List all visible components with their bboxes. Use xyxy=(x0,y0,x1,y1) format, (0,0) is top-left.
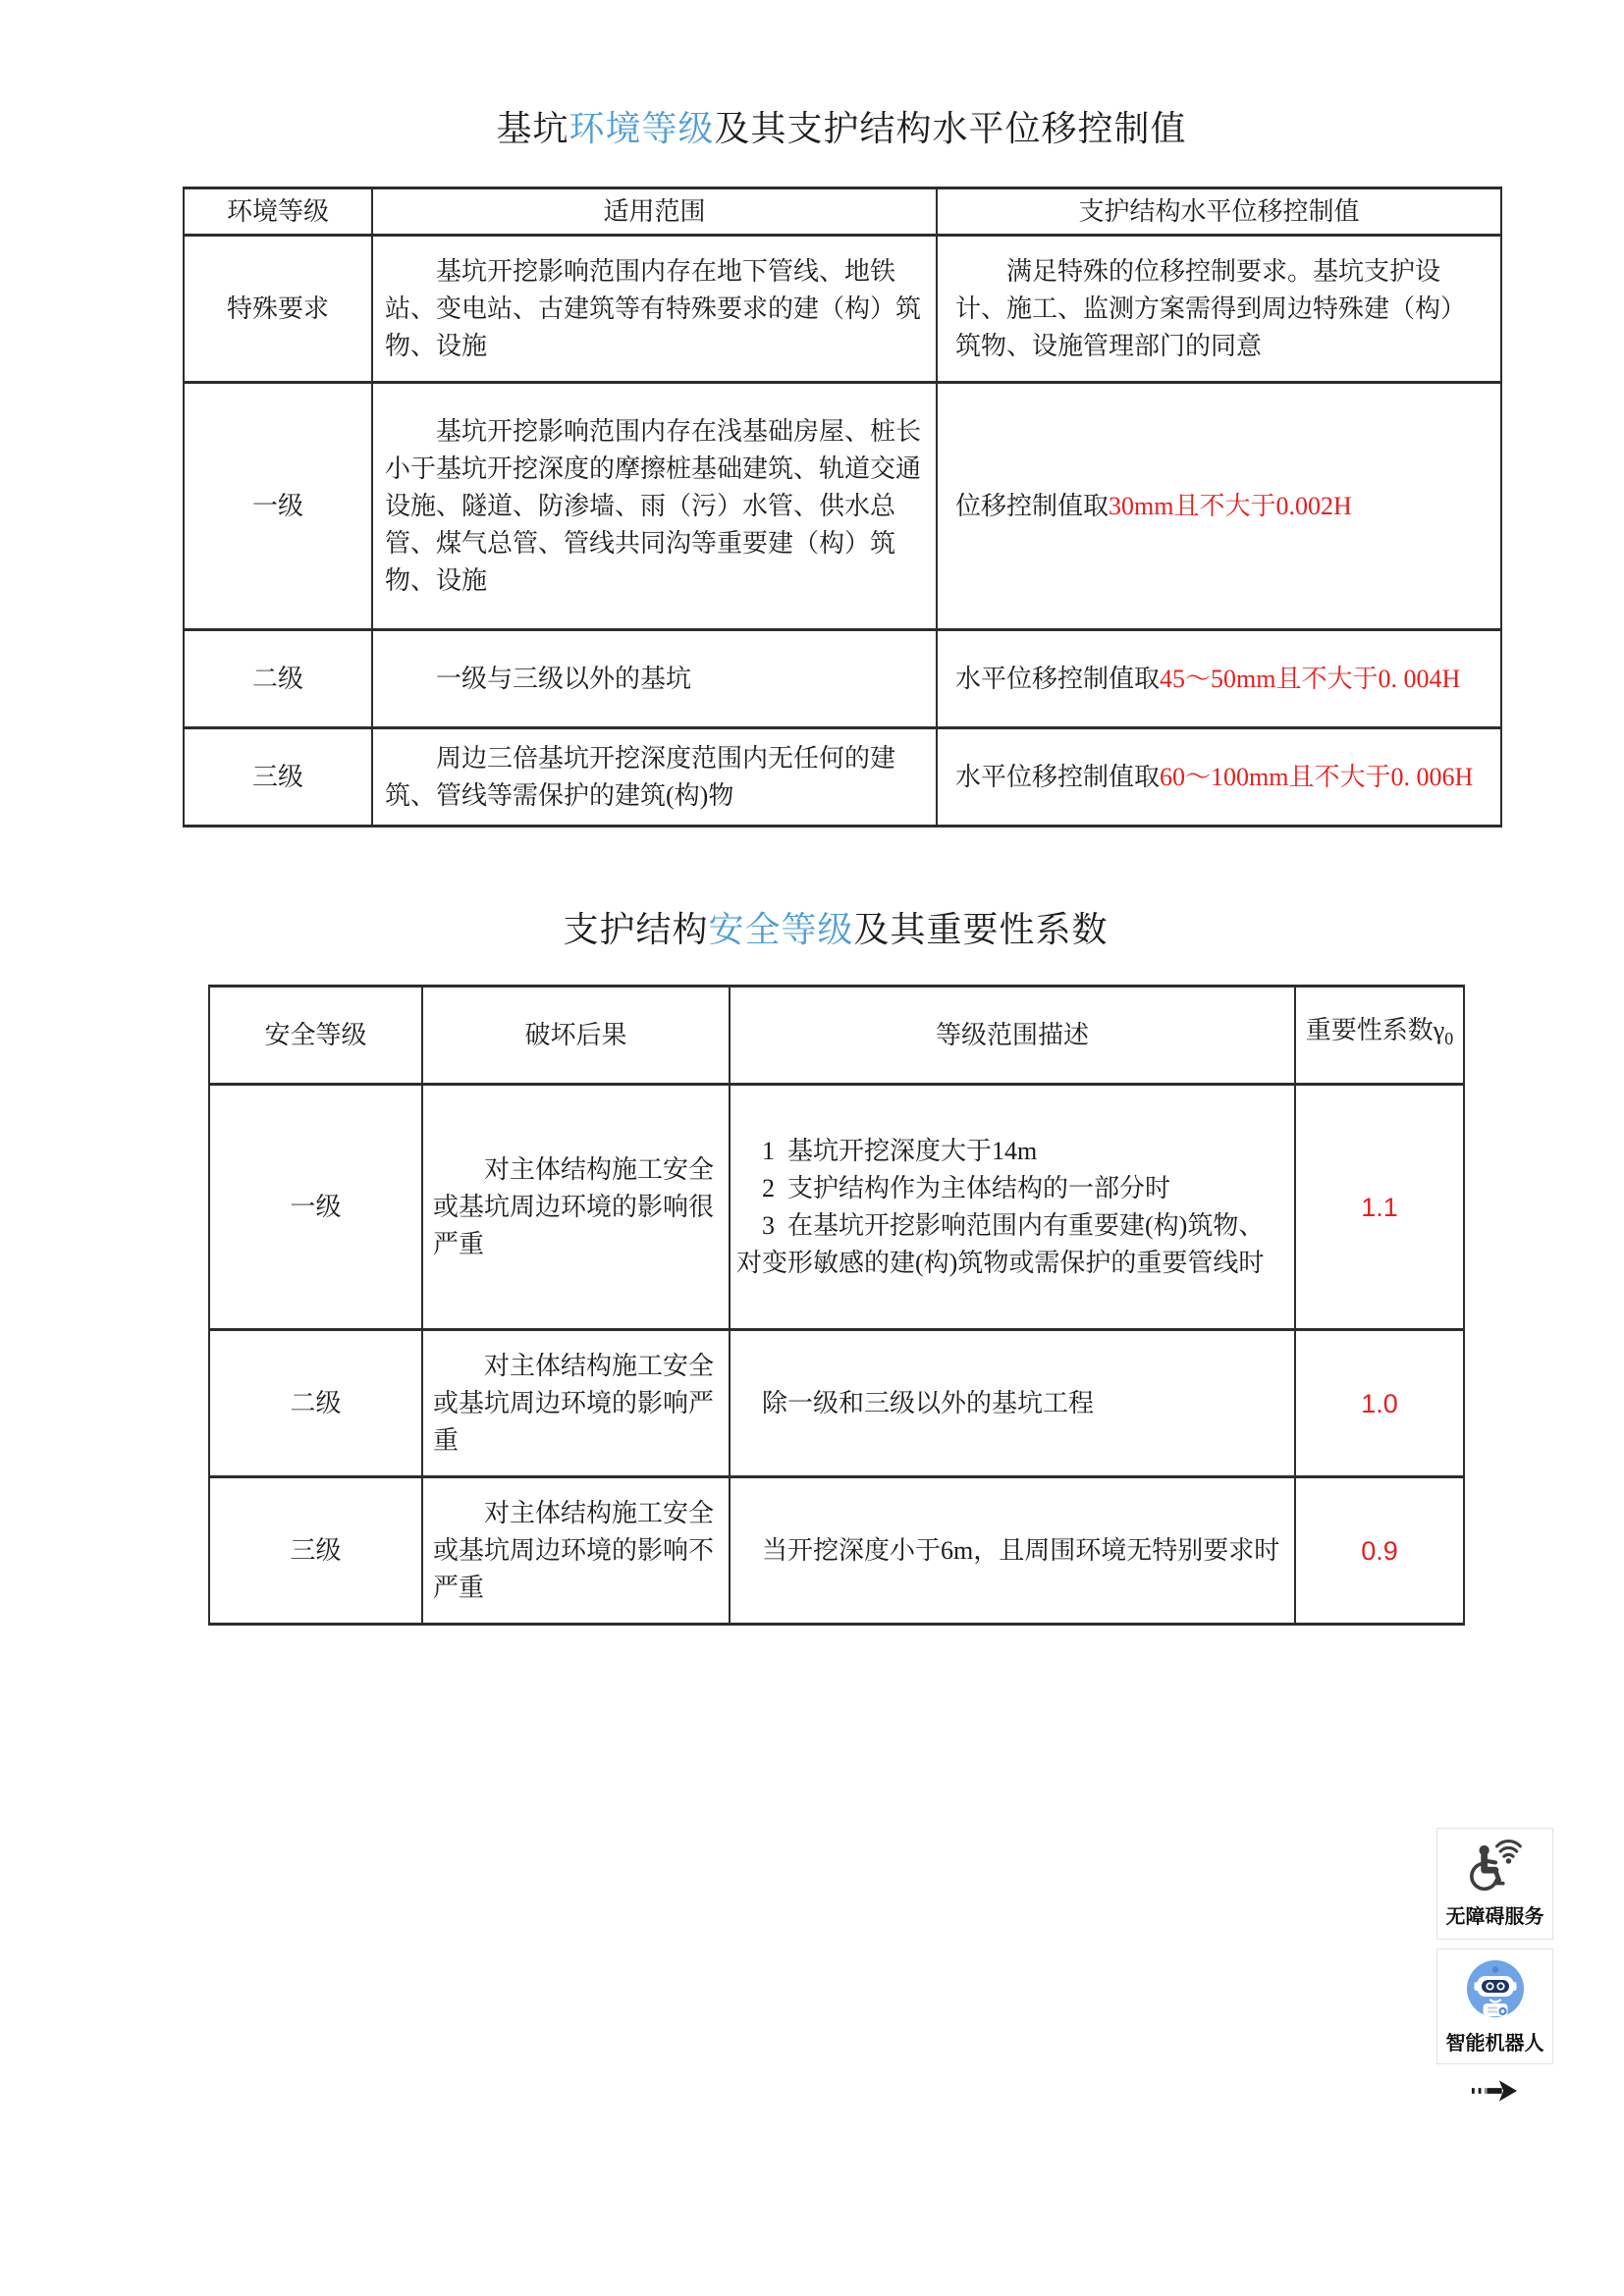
importance-factor-cell: 0.9 xyxy=(1295,1477,1464,1625)
table-header-row xyxy=(209,987,1464,1085)
consequence-cell: 对主体结构施工安全或基坑周边环境的影响很严重 xyxy=(422,1085,730,1330)
importance-factor-cell: 1.1 xyxy=(1295,1085,1464,1330)
level-cell: 一级 xyxy=(209,1085,422,1330)
table-row xyxy=(184,630,1501,728)
level-cell: 特殊要求 xyxy=(184,236,372,383)
title2-highlight: 安全等级 xyxy=(708,910,854,949)
env-table-title xyxy=(183,108,1500,149)
range-desc-cell: 当开挖深度小于6m，且周围环境无特别要求时 xyxy=(730,1477,1295,1625)
dashed-arrow-icon xyxy=(1470,2077,1519,2105)
scope-cell: 基坑开挖影响范围内存在浅基础房屋、桩长小于基坑开挖深度的摩擦桩基础建筑、轨道交通设施、隧道、防渗墙、雨（污）水管、供水总管、煤气总管、管线共同沟等重要建（构）筑物、设施 xyxy=(372,383,937,630)
title1-suffix: 及其支护结构水平位移控制值 xyxy=(714,109,1187,148)
table-header-row xyxy=(184,188,1501,236)
level-cell: 三级 xyxy=(209,1477,422,1625)
consequence-cell: 对主体结构施工安全或基坑周边环境的影响严重 xyxy=(422,1330,730,1477)
smart-robot-button[interactable] xyxy=(1436,1949,1553,2064)
level-cell: 二级 xyxy=(184,630,372,728)
control-cell: 位移控制值取30mm且不大于0.002H xyxy=(937,383,1501,630)
range-desc-cell: 除一级和三级以外的基坑工程 xyxy=(730,1330,1295,1477)
accessibility-service-button[interactable] xyxy=(1436,1828,1553,1940)
header-control-value: 支护结构水平位移控制值 xyxy=(937,188,1501,236)
control-cell: 满足特殊的位移控制要求。基坑支护设计、施工、监测方案需得到周边特殊建（构）筑物、设施管理部门的同意 xyxy=(937,236,1501,383)
level-cell: 三级 xyxy=(184,728,372,827)
level-cell: 一级 xyxy=(184,383,372,630)
scope-cell: 一级与三级以外的基坑 xyxy=(372,630,937,728)
table-row xyxy=(184,728,1501,827)
title2-prefix: 支护结构 xyxy=(563,910,709,949)
smart-robot-label: 智能机器人 xyxy=(1445,2033,1544,2056)
header-consequence: 破坏后果 xyxy=(422,987,730,1085)
header-scope: 适用范围 xyxy=(372,188,937,236)
level-cell: 二级 xyxy=(209,1330,422,1477)
scope-cell: 基坑开挖影响范围内存在地下管线、地铁站、变电站、古建筑等有特殊要求的建（构）筑物、设施 xyxy=(372,236,937,383)
header-importance-factor: 重要性系数$\gamma_0$ xyxy=(1295,987,1464,1085)
importance-factor-cell: 1.0 xyxy=(1295,1330,1464,1477)
title1-highlight: 环境等级 xyxy=(568,109,715,148)
wheelchair-wifi-icon xyxy=(1465,1839,1526,1892)
title1-prefix: 基坑 xyxy=(496,109,569,148)
header-range-desc: 等级范围描述 xyxy=(730,987,1295,1085)
dashed-arrow-button[interactable] xyxy=(1470,2077,1519,2105)
header-env-level: 环境等级 xyxy=(184,188,372,236)
range-desc-cell: 1 基坑开挖深度大于14m 2 支护结构作为主体结构的一部分时 3 在基坑开挖影响范围内有重要建(构)筑物、 对变形敏感的建(构)筑物或需保护的重要管线时 xyxy=(730,1085,1295,1330)
control-cell: 水平位移控制值取45～50mm且不大于0. 004H xyxy=(937,630,1501,728)
table-row xyxy=(209,1477,1464,1625)
safety-level-table xyxy=(208,985,1465,1626)
table-row xyxy=(184,383,1501,630)
robot-icon xyxy=(1464,1957,1527,2020)
env-level-table xyxy=(183,187,1502,828)
scope-cell: 周边三倍基坑开挖深度范围内无任何的建筑、管线等需保护的建筑(构)物 xyxy=(372,728,937,827)
accessibility-service-label: 无障碍服务 xyxy=(1445,1906,1544,1929)
title2-suffix: 及其重要性系数 xyxy=(853,910,1109,949)
table-row xyxy=(209,1085,1464,1330)
header-safety-level: 安全等级 xyxy=(209,987,422,1085)
safety-table-title xyxy=(208,909,1463,950)
control-cell: 水平位移控制值取60～100mm且不大于0. 006H xyxy=(937,728,1501,827)
consequence-cell: 对主体结构施工安全或基坑周边环境的影响不严重 xyxy=(422,1477,730,1625)
table-row xyxy=(209,1330,1464,1477)
table-row xyxy=(184,236,1501,383)
